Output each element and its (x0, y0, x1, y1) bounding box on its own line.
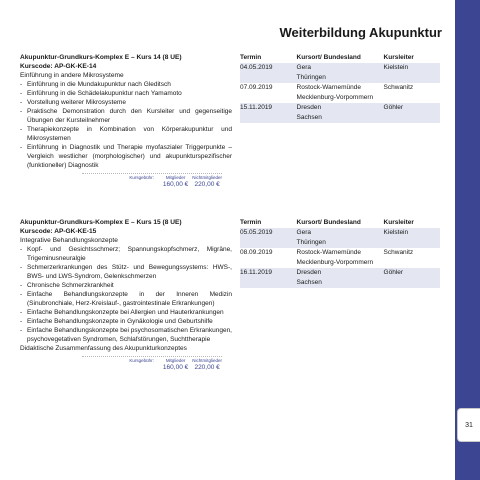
schedule-table (240, 53, 440, 123)
course-schedule (240, 53, 440, 123)
course-topic: - Chronische Schmerzkrankheit (20, 281, 232, 290)
course-fees (82, 173, 222, 189)
schedule-header-place: Kursort/ Bundesland (296, 219, 361, 226)
fee-members (163, 358, 188, 372)
schedule-date: 08.09.2019 (240, 248, 297, 258)
schedule-row (240, 268, 440, 278)
course-topic: - Praktische Demonstration durch den Kursleiter und gegenseitige Übungen der Kursteilnehmer (20, 107, 232, 125)
schedule-row-state (240, 73, 440, 83)
schedule-header-row (240, 218, 440, 228)
schedule-date: 07.09.2019 (240, 83, 297, 93)
fee-members-label: Mitglieder (165, 358, 186, 363)
schedule-header-date: Termin (240, 219, 262, 226)
course-topic: - Einführung in die Schädelakupunktur nach Yamamoto (20, 89, 232, 98)
schedule-date: 04.05.2019 (240, 63, 297, 73)
course-subtitle: Integrative Behandlungskonzepte (20, 237, 118, 244)
course-topic: - Einführung in die Mundakupunktur nach Gleditsch (20, 80, 232, 89)
page-number-tab (457, 408, 480, 442)
course-topic: - Einfache Behandlungskonzepte bei psychosomatischen Erkrankungen, psychovegetativen Syndromen, Schlafstörungen, Suchttherapie (20, 326, 232, 344)
schedule-state: Thüringen (297, 73, 384, 83)
schedule-header-date: Termin (240, 54, 262, 61)
fee-members-label: Mitglieder (165, 175, 186, 180)
course-schedule (240, 218, 440, 288)
schedule-row (240, 228, 440, 238)
fee-members-value: 160,00 € (162, 181, 189, 188)
fee-nonmembers-value: 220,00 € (194, 181, 220, 188)
schedule-lead: Schwanitz (384, 83, 440, 93)
course-topic: - Einfache Behandlungskonzepte bei Allergien und Hauterkrankungen (20, 308, 232, 317)
course-summary: Didaktische Zusammenfassung des Akupunkturkonzeptes (20, 345, 187, 352)
schedule-lead: Kielstein (384, 63, 440, 73)
course-topic-list (20, 245, 232, 344)
schedule-row-state (240, 238, 440, 248)
schedule-place: Dresden (297, 268, 384, 278)
schedule-place: Gera (297, 228, 384, 238)
schedule-table (240, 218, 440, 288)
schedule-row-state (240, 93, 440, 103)
schedule-place: Rostock-Warnemünde (297, 248, 384, 258)
schedule-place: Dresden (297, 103, 384, 113)
schedule-place: Gera (297, 63, 384, 73)
course-title: Akupunktur-Grundkurs-Komplex E – Kurs 14 (8 UE) (20, 54, 182, 61)
schedule-state: Mecklenburg-Vorpommern (297, 258, 384, 268)
schedule-row (240, 248, 440, 258)
fee-nonmembers (192, 175, 222, 189)
schedule-row (240, 83, 440, 93)
fee-label: Kursgebühr: (129, 175, 154, 180)
schedule-state: Thüringen (297, 238, 384, 248)
schedule-row-state (240, 258, 440, 268)
course-topic: - Schmerzerkrankungen des Stütz- und Bewegungssystems: HWS-, BWS- und LWS-Syndrom, Gelenkschmerzen (20, 263, 232, 281)
schedule-row-state (240, 278, 440, 288)
schedule-lead: Kielstein (384, 228, 440, 238)
schedule-place: Rostock-Warnemünde (297, 83, 384, 93)
course-topic: - Einfache Behandlungskonzepte in der Inneren Medizin (Sinubronchiale, Herz-Kreislauf-, gastrointestinale Erkrankungen) (20, 290, 232, 308)
schedule-row (240, 63, 440, 73)
course-code: Kurscode: AP-GK-KE-15 (20, 228, 97, 235)
page-title: Weiterbildung Akupunktur (279, 25, 442, 40)
fee-members-value: 160,00 € (162, 364, 189, 371)
schedule-lead: Göhler (384, 268, 440, 278)
course-title: Akupunktur-Grundkurs-Komplex E – Kurs 15 (8 UE) (20, 219, 182, 226)
fee-nonmembers-label: Nichtmitglieder (192, 358, 222, 363)
fee-label: Kursgebühr: (129, 358, 154, 363)
schedule-date: 15.11.2019 (240, 103, 297, 113)
schedule-header-place: Kursort/ Bundesland (296, 54, 361, 61)
schedule-date: 16.11.2019 (240, 268, 297, 278)
course-topic: - Einfache Behandlungskonzepte in Gynäkologie und Geburtshilfe (20, 317, 232, 326)
schedule-lead: Schwanitz (384, 248, 440, 258)
course-topic-list (20, 80, 232, 170)
course-topic: - Einführung in Diagnostik und Therapie myofaszialer Triggerpunkte – Vergleich westlicher (morphologischer) und akupunkturspezifischer (funktioneller) Diagnostik (20, 143, 232, 170)
course-fees (82, 356, 222, 372)
schedule-header-lead: Kursleiter (383, 54, 414, 61)
course-subtitle: Einführung in andere Mikrosysteme (20, 72, 124, 79)
fee-nonmembers-label: Nichtmitglieder (192, 175, 222, 180)
schedule-header-row (240, 53, 440, 63)
schedule-lead: Göhler (384, 103, 440, 113)
schedule-row-state (240, 113, 440, 123)
schedule-state: Sachsen (297, 113, 384, 123)
schedule-header-lead: Kursleiter (383, 219, 414, 226)
schedule-row (240, 103, 440, 113)
course-description (20, 218, 232, 372)
fee-members (163, 175, 188, 189)
fee-nonmembers-value: 220,00 € (194, 364, 220, 371)
course-topic: - Vorstellung weiterer Mikrosysteme (20, 98, 232, 107)
schedule-state: Sachsen (297, 278, 384, 288)
schedule-date: 05.05.2019 (240, 228, 297, 238)
fee-nonmembers (192, 358, 222, 372)
course-topic: - Therapiekonzepte in Kombination von Körperakupunktur und Mikrosystemen (20, 125, 232, 143)
course-description (20, 53, 232, 189)
page-number: 31 (465, 421, 473, 429)
course-topic: - Kopf- und Gesichtsschmerz; Spannungskopfschmerz, Migräne, Trigeminusneuralgie (20, 245, 232, 263)
course-code: Kurscode: AP-GK-KE-14 (20, 63, 97, 70)
schedule-state: Mecklenburg-Vorpommern (297, 93, 384, 103)
